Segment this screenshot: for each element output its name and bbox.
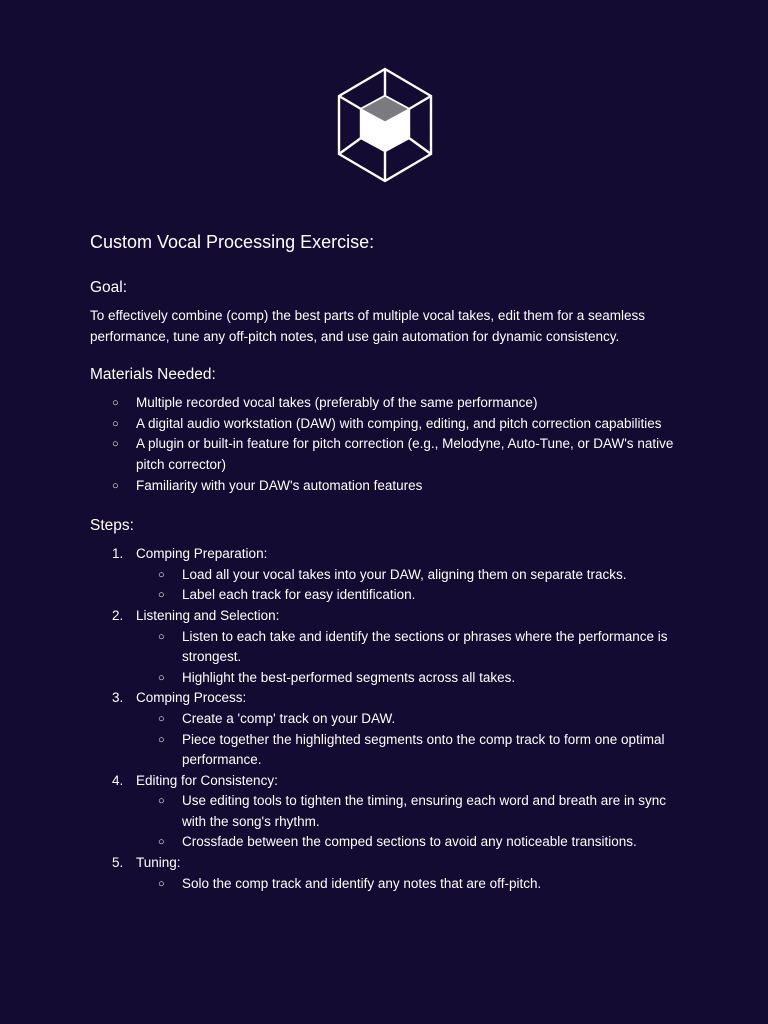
- list-item: ○ Crossfade between the comped sections to avoid any noticeable transitions.: [91, 832, 690, 853]
- list-item: ○ Familiarity with your DAW's automation features: [90, 476, 690, 497]
- step-label: Editing for Consistency:: [136, 772, 278, 788]
- list-item: ○ Create a 'comp' track on your DAW.: [91, 709, 690, 730]
- step-label: Comping Process:: [136, 690, 247, 706]
- list-item: ○ Highlight the best-performed segments across all takes.: [91, 668, 690, 689]
- list-item: ○ Load all your vocal takes into your DAW, aligning them on separate tracks.: [91, 565, 690, 586]
- step-number: 2.: [112, 607, 124, 623]
- step-number: 5.: [112, 855, 124, 871]
- goal-text: To effectively combine (comp) the best parts of multiple vocal takes, edit them for a seamless performance, tune any off-pitch notes, and use gain automation for dynamic consistency.: [90, 308, 645, 344]
- step-item: [90, 544, 690, 606]
- step-sublist: [136, 874, 690, 895]
- materials-list: [90, 393, 690, 496]
- cube-logo-icon: [335, 66, 435, 186]
- steps-list: [90, 544, 690, 894]
- list-item: ○ A digital audio workstation (DAW) with comping, editing, and pitch correction capabilities: [90, 414, 690, 435]
- list-item: ○ Solo the comp track and identify any notes that are off-pitch.: [91, 874, 690, 895]
- step-item: [90, 688, 690, 770]
- list-item: ○ Listen to each take and identify the sections or phrases where the performance is strongest.: [91, 627, 690, 668]
- step-label: Comping Preparation:: [136, 546, 268, 562]
- step-sublist: [136, 565, 690, 606]
- list-item: ○ Label each track for easy identification.: [91, 585, 690, 606]
- steps-heading: Steps:: [90, 517, 134, 535]
- materials-heading: Materials Needed:: [90, 366, 216, 384]
- step-number: 3.: [112, 690, 124, 706]
- step-item: [90, 606, 690, 688]
- step-sublist: [136, 627, 690, 689]
- step-number: 4.: [112, 772, 124, 788]
- step-item: [90, 771, 690, 853]
- step-sublist: [136, 709, 690, 771]
- list-item: ○ Use editing tools to tighten the timing, ensuring each word and breath are in sync with the song's rhythm.: [91, 791, 690, 832]
- step-sublist: [136, 791, 690, 853]
- list-item: ○ Piece together the highlighted segments onto the comp track to form one optimal performance.: [91, 730, 690, 771]
- step-label: Listening and Selection:: [136, 607, 280, 623]
- step-label: Tuning:: [136, 855, 181, 871]
- list-item: ○ A plugin or built-in feature for pitch correction (e.g., Melodyne, Auto-Tune, or DAW's native pitch corrector): [90, 434, 690, 475]
- document-content: [90, 230, 690, 894]
- step-item: [90, 853, 690, 894]
- list-item: ○ Multiple recorded vocal takes (preferably of the same performance): [90, 393, 690, 414]
- step-number: 1.: [112, 546, 124, 562]
- page-title: Custom Vocal Processing Exercise:: [90, 232, 375, 252]
- goal-heading: Goal:: [90, 279, 128, 296]
